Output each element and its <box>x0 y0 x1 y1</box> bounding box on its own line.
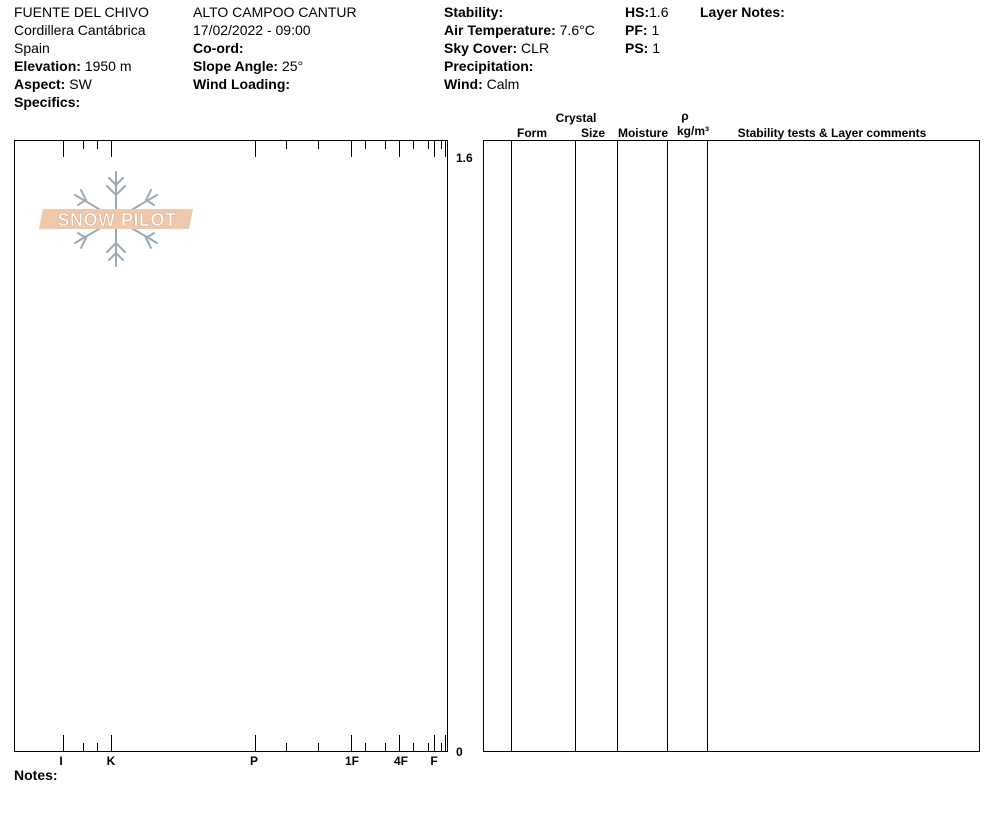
ps-row <box>625 39 660 57</box>
layer-notes-label: Layer Notes: <box>700 4 785 20</box>
logo-text: SNOW PILOT <box>57 210 177 230</box>
pf-row <box>625 21 659 39</box>
slope-row <box>193 57 303 75</box>
density-header: kg/m³ <box>676 124 709 138</box>
moisture-header: Moisture <box>617 126 668 140</box>
hardness-minor-tick <box>286 743 287 751</box>
hardness-label-4f: 4F <box>393 754 409 768</box>
slope-value: 25° <box>281 58 304 74</box>
hardness-tick-4f-bottom <box>399 735 400 751</box>
hardness-minor-tick <box>365 141 366 149</box>
air-temp-value: 7.6°C <box>559 22 595 38</box>
hardness-tick-p-bottom <box>255 735 256 751</box>
hardness-tick-k-bottom <box>111 735 112 751</box>
aspect-label: Aspect: <box>14 76 66 92</box>
elevation-label: Elevation: <box>14 58 81 74</box>
wind-value: Calm <box>486 76 520 92</box>
mountain-range: Cordillera Cantábrica <box>14 22 146 38</box>
aspect-row <box>14 75 92 93</box>
wind-loading-label: Wind Loading: <box>193 76 291 92</box>
coord-label: Co-ord: <box>193 40 244 56</box>
notes-label: Notes: <box>14 767 58 783</box>
ps-value: 1 <box>652 40 661 56</box>
hardness-minor-tick <box>413 743 414 751</box>
hardness-tick-i-bottom <box>63 735 64 751</box>
hardness-minor-tick <box>365 743 366 751</box>
hardness-minor-tick <box>83 141 84 149</box>
hardness-tick-f-top <box>434 141 435 157</box>
hardness-minor-tick <box>83 743 84 751</box>
hs-value: 1.6 <box>649 4 669 20</box>
air-temp-row <box>444 21 595 39</box>
form-header: Form <box>517 126 547 140</box>
hardness-tick-4f-top <box>399 141 400 157</box>
crystal-header: Crystal <box>555 111 597 125</box>
hardness-tick-p-top <box>255 141 256 157</box>
hardness-minor-tick <box>318 743 319 751</box>
aspect-value: SW <box>69 76 92 92</box>
ps-label: PS: <box>625 40 649 56</box>
size-header: Size <box>580 126 605 140</box>
column-divider <box>575 141 576 751</box>
hs-row <box>625 3 669 21</box>
hardness-label-1f: 1F <box>344 754 360 768</box>
hardness-minor-tick <box>97 141 98 149</box>
sky-cover-row <box>444 39 549 57</box>
hardness-tick-i-top <box>63 141 64 157</box>
column-divider <box>707 141 708 751</box>
depth-axis-tick-bottom <box>445 735 446 751</box>
specifics-label: Specifics: <box>14 94 81 110</box>
layer-table <box>483 140 980 752</box>
column-divider <box>617 141 618 751</box>
hardness-minor-tick <box>441 743 442 751</box>
hardness-label-p: P <box>249 754 259 768</box>
country: Spain <box>14 40 50 56</box>
wind-label: Wind: <box>444 76 483 92</box>
air-temp-label: Air Temperature: <box>444 22 556 38</box>
stability-label: Stability: <box>444 4 504 20</box>
depth-axis-tick-top <box>445 141 446 157</box>
depth-label-bottom: 0 <box>456 745 463 759</box>
hardness-minor-tick <box>385 141 386 149</box>
hardness-tick-1f-top <box>351 141 352 157</box>
hardness-minor-tick <box>318 141 319 149</box>
pf-value: 1 <box>651 22 660 38</box>
rho-header: ρ <box>681 109 689 123</box>
hardness-label-f: F <box>430 754 438 768</box>
hardness-minor-tick <box>97 743 98 751</box>
hardness-label-k: K <box>106 754 116 768</box>
hardness-tick-1f-bottom <box>351 735 352 751</box>
sky-cover-value: CLR <box>521 40 550 56</box>
sky-cover-label: Sky Cover: <box>444 40 518 56</box>
pf-label: PF: <box>625 22 648 38</box>
depth-label-top: 1.6 <box>456 151 473 165</box>
hardness-minor-tick <box>441 141 442 149</box>
hardness-label-i: I <box>59 754 63 768</box>
observer-name: ALTO CAMPOO CANTUR <box>193 4 357 20</box>
hardness-minor-tick <box>286 141 287 149</box>
slope-label: Slope Angle: <box>193 58 279 74</box>
elevation-row <box>14 57 132 75</box>
precipitation-label: Precipitation: <box>444 58 534 74</box>
hardness-tick-k-top <box>111 141 112 157</box>
column-divider <box>667 141 668 751</box>
hardness-minor-tick <box>413 141 414 149</box>
hardness-minor-tick <box>428 743 429 751</box>
hardness-minor-tick <box>385 743 386 751</box>
column-divider <box>511 141 512 751</box>
hardness-minor-tick <box>428 141 429 149</box>
hs-label: HS: <box>625 4 650 20</box>
observation-datetime: 17/02/2022 - 09:00 <box>193 22 311 38</box>
location-name: FUENTE DEL CHIVO <box>14 4 149 20</box>
stability-comments-header: Stability tests & Layer comments <box>737 126 927 140</box>
hardness-tick-f-bottom <box>434 735 435 751</box>
wind-row <box>444 75 519 93</box>
snowpilot-logo <box>37 168 195 270</box>
elevation-value: 1950 m <box>84 58 132 74</box>
